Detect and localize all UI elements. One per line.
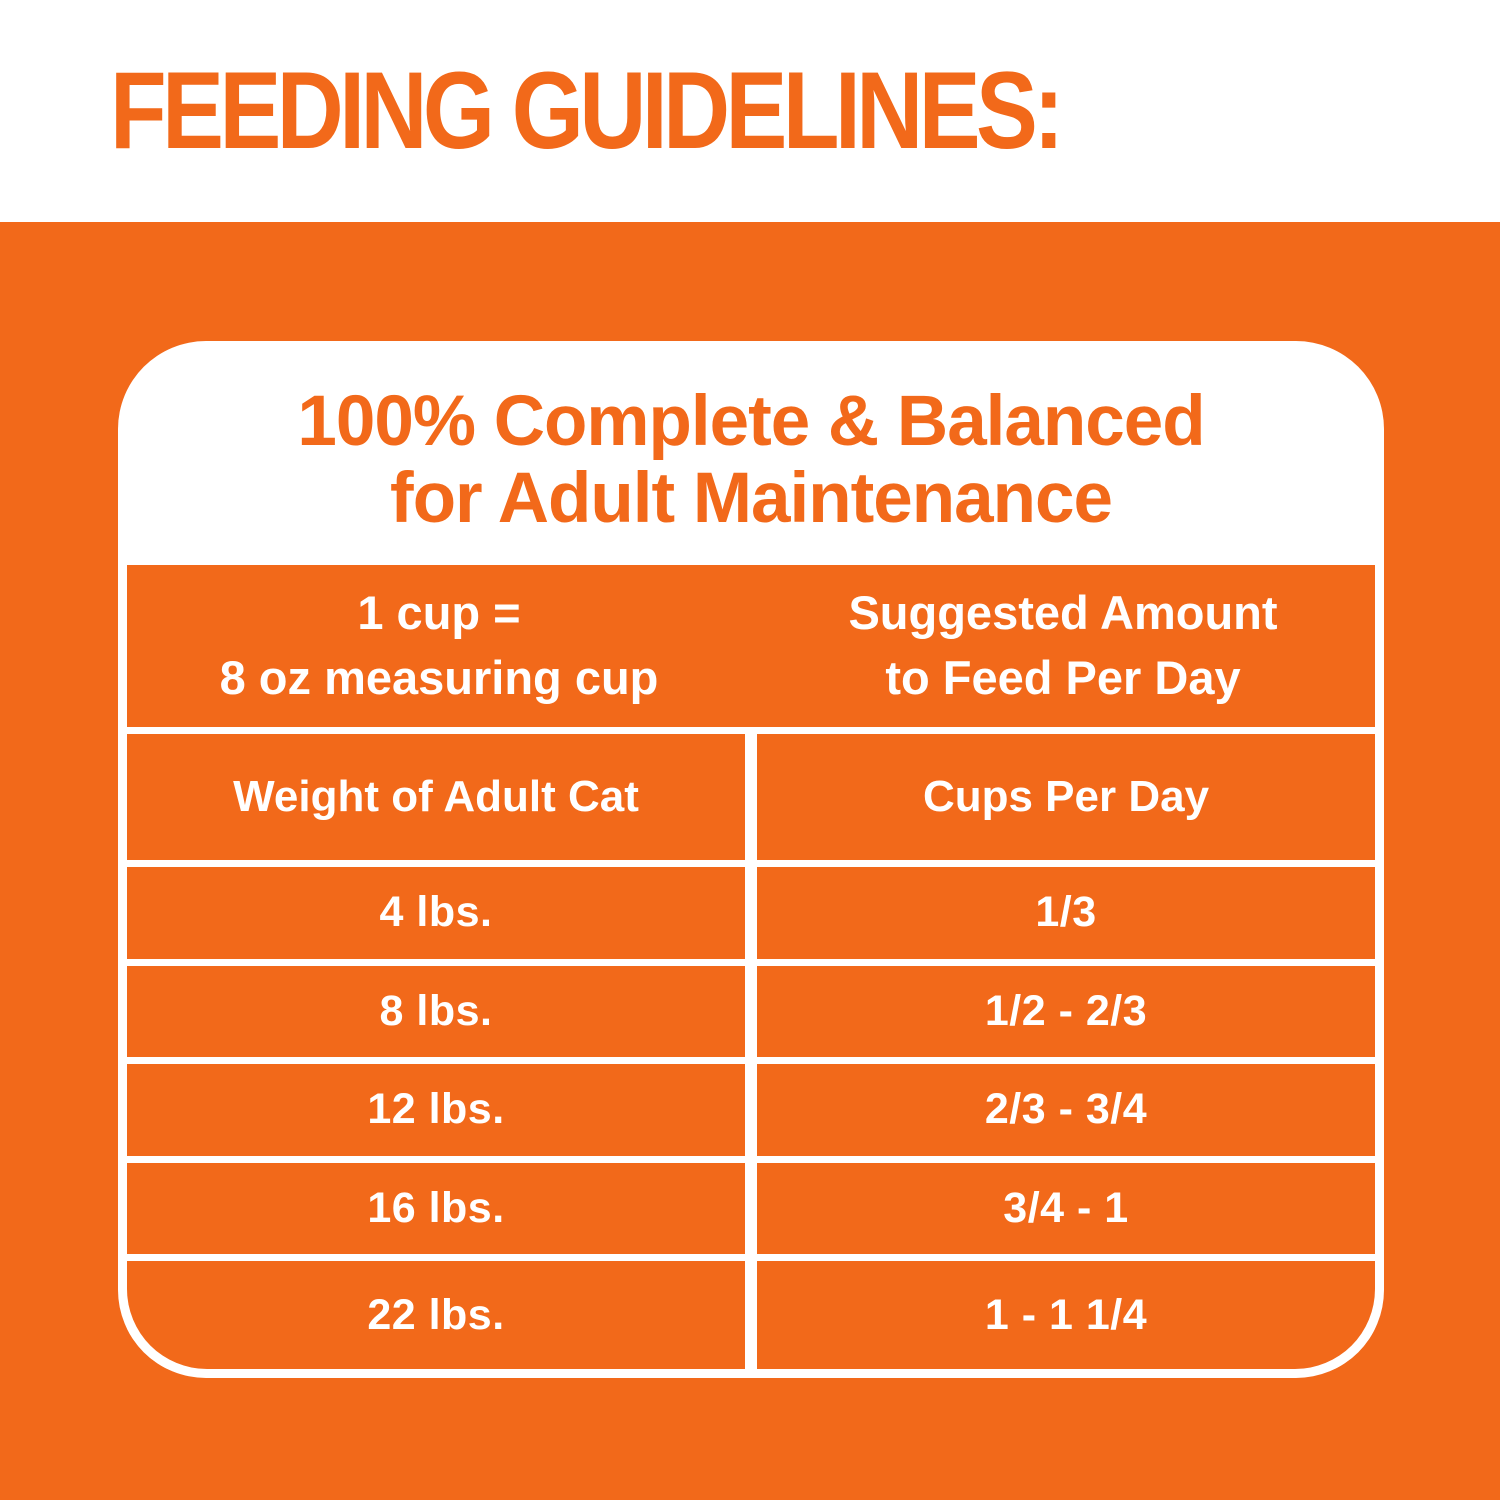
header-band <box>0 0 1500 222</box>
table-top-header-row <box>127 565 1375 727</box>
weight-cell: 8 lbs. <box>127 966 745 1058</box>
cups-cell: 2/3 - 3/4 <box>757 1064 1375 1156</box>
cups-cell: 1/2 - 2/3 <box>757 966 1375 1058</box>
feeding-table <box>127 565 1375 1369</box>
weight-cell: 4 lbs. <box>127 867 745 959</box>
weight-cell: 16 lbs. <box>127 1163 745 1255</box>
cups-cell: 1 - 1 1/4 <box>757 1261 1375 1369</box>
orange-background <box>0 222 1500 1500</box>
page-title: FEEDING GUIDELINES: <box>110 49 1060 172</box>
weight-cell: 22 lbs. <box>127 1261 745 1369</box>
info-panel <box>118 341 1384 1378</box>
cups-cell: 1/3 <box>757 867 1375 959</box>
suggested-amount-line1: Suggested Amount <box>848 586 1278 640</box>
panel-heading-line1: 100% Complete & Balanced <box>297 381 1205 461</box>
weight-cell: 12 lbs. <box>127 1064 745 1156</box>
cup-definition-line2: 8 oz measuring cup <box>219 651 659 704</box>
column-header-weight: Weight of Adult Cat <box>127 734 745 860</box>
panel-heading-line2: for Adult Maintenance <box>390 459 1112 538</box>
cup-definition-line1: 1 cup = <box>357 586 521 640</box>
cup-definition <box>127 565 751 727</box>
suggested-amount-header <box>751 565 1375 727</box>
suggested-amount-line2: to Feed Per Day <box>885 651 1241 704</box>
panel-heading <box>118 341 1384 565</box>
cups-cell: 3/4 - 1 <box>757 1163 1375 1255</box>
column-header-cups: Cups Per Day <box>757 734 1375 860</box>
